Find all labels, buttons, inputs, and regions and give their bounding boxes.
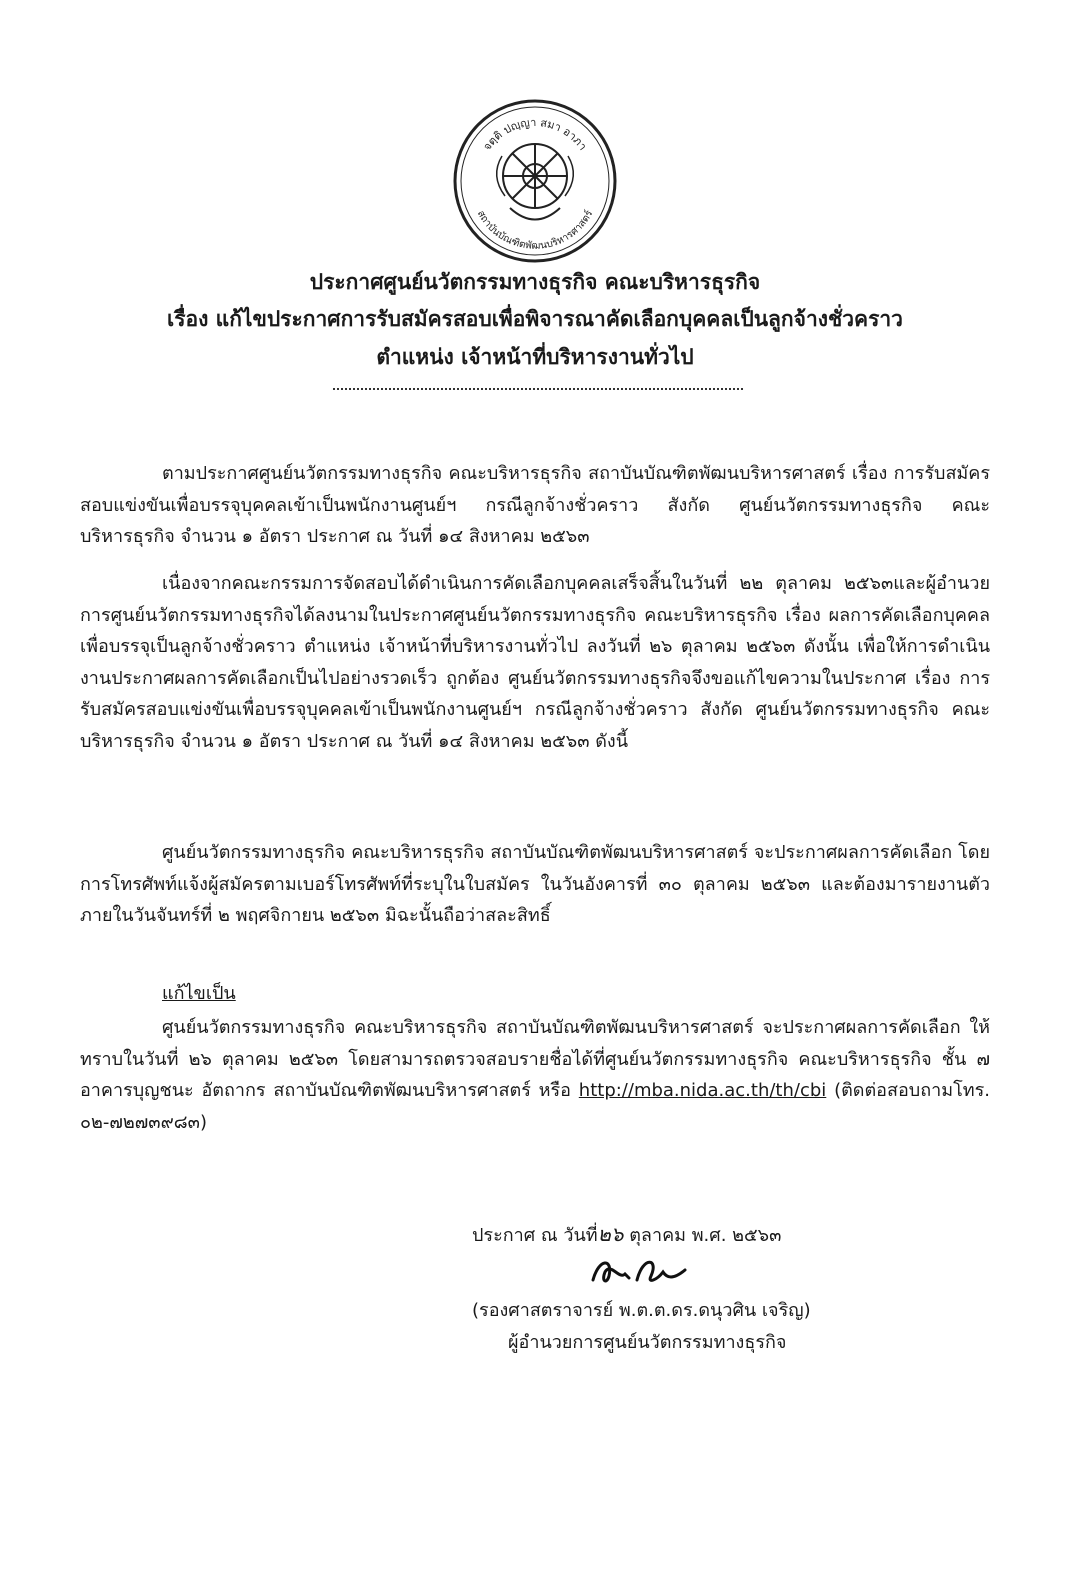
correction-heading: แก้ไขเป็น [162, 983, 236, 1004]
seal-top-text: จตฺติ ปญฺญา สมา อาภา [480, 115, 590, 153]
paragraph-reason: เนื่องจากคณะกรรมการจัดสอบได้ดำเนินการคัดเลือกบุคคลเสร็จสิ้นในวันที่ ๒๒ ตุลาคม ๒๕๖๓และผู้อำนวยการศูนย์นวัตกรรมทางธุรกิจได้ลงนามในประกาศศูนย์นวัตกรรมทางธุรกิจ คณะบริหารธุรกิจ เรื่อง ผลการคัดเลือกบุคคลเพื่อบรรจุเป็นลูกจ้างชั่วคราว ตำแหน่ง เจ้าหน้าที่บริหารงานทั่วไป ลงวันที่ ๒๖ ตุลาคม ๒๕๖๓ ดังนั้น เพื่อให้การดำเนินงานประกาศผลการคัดเลือกเป็นไปอย่างรวดเร็ว ถูกต้อง ศูนย์นวัตกรรมทางธุรกิจจึงขอแก้ไขความในประกาศ เรื่อง การรับสมัครสอบแข่งขันเพื่อบรรจุบุคคลเข้าเป็นพนักงานศูนย์ฯ กรณีลูกจ้างชั่วคราว สังกัด ศูนย์นวัตกรรมทางธุรกิจ คณะบริหารธุรกิจ จำนวน ๑ อัตรา ประกาศ ณ วันที่ ๑๔ สิงหาคม ๒๕๖๓ ดังนี้ [80, 573, 990, 752]
svg-text:สถาบันบัณฑิตพัฒนบริหารศาสตร์ [475, 208, 596, 252]
announcement-date [472, 1218, 781, 1250]
contact-phone: (ติดต่อสอบถามโทร. ๐๒-๗๒๗๓๙๘๓) [80, 1080, 990, 1133]
paragraph-correction-text: ศูนย์นวัตกรรมทางธุรกิจ คณะบริหารธุรกิจ สถาบันบัณฑิตพัฒนบริหารศาสตร์ จะประกาศผลการคัดเลือก ให้ทราบในวันที่ ๒๖ ตุลาคม ๒๕๖๓ โดยสามารถตรวจสอบรายชื่อได้ที่ศูนย์นวัตกรรมทางธุรกิจ คณะบริหารธุรกิจ ชั้น ๗ อาคารบุญชนะ อัตถากร สถาบันบัณฑิตพัฒนบริหารศาสตร์ หรือ [80, 1017, 990, 1101]
header-position: ตำแหน่ง เจ้าหน้าที่บริหารงานทั่วไป [376, 345, 694, 369]
header-title: ประกาศศูนย์นวัตกรรมทางธุรกิจ คณะบริหารธุรกิจ [309, 270, 761, 294]
paragraph-correction [80, 1012, 990, 1138]
header-subject: เรื่อง แก้ไขประกาศการรับสมัครสอบเพื่อพิจารณาคัดเลือกบุคคลเป็นลูกจ้างชั่วคราว [167, 307, 903, 331]
seal-bottom-text: สถาบันบัณฑิตพัฒนบริหารศาสตร์ [474, 208, 596, 252]
date-suffix: ตุลาคม พ.ศ. ๒๕๖๓ [623, 1225, 782, 1246]
paragraph-original: ศูนย์นวัตกรรมทางธุรกิจ คณะบริหารธุรกิจ สถาบันบัณฑิตพัฒนบริหารศาสตร์ จะประกาศผลการคัดเลือก โดยการโทรศัพท์แจ้งผู้สมัครตามเบอร์โทรศัพท์ที่ระบุในใบสมัคร ในวันอังคารที่ ๓๐ ตุลาคม ๒๕๖๓ และต้องมารายงานตัวภายในวันจันทร์ที่ ๒ พฤศจิกายน ๒๕๖๓ มิฉะนั้นถือว่าสละสิทธิ์ [80, 842, 990, 926]
cbi-website-link[interactable]: http://mba.nida.ac.th/th/cbi [578, 1080, 827, 1101]
signatory-name: (รองศาสตราจารย์ พ.ต.ต.ดร.ดนุวศิน เจริญ) [472, 1300, 811, 1321]
date-prefix: ประกาศ ณ วันที่ [472, 1225, 598, 1246]
paragraph-reference: ตามประกาศศูนย์นวัตกรรมทางธุรกิจ คณะบริหารธุรกิจ สถาบันบัณฑิตพัฒนบริหารศาสตร์ เรื่อง การรับสมัครสอบแข่งขันเพื่อบรรจุบุคคลเข้าเป็นพนักงานศูนย์ฯ กรณีลูกจ้างชั่วคราว สังกัด ศูนย์นวัตกรรมทางธุรกิจ คณะบริหารธุรกิจ จำนวน ๑ อัตรา ประกาศ ณ วันที่ ๑๔ สิงหาคม ๒๕๖๓ [80, 463, 990, 547]
handwritten-day: ๒๖ [597, 1222, 624, 1246]
signatory-title: ผู้อำนวยการศูนย์นวัตกรรมทางธุรกิจ [508, 1332, 787, 1353]
handwritten-signature [585, 1250, 695, 1290]
nida-seal-logo [450, 96, 620, 266]
dotted-divider [333, 388, 743, 390]
